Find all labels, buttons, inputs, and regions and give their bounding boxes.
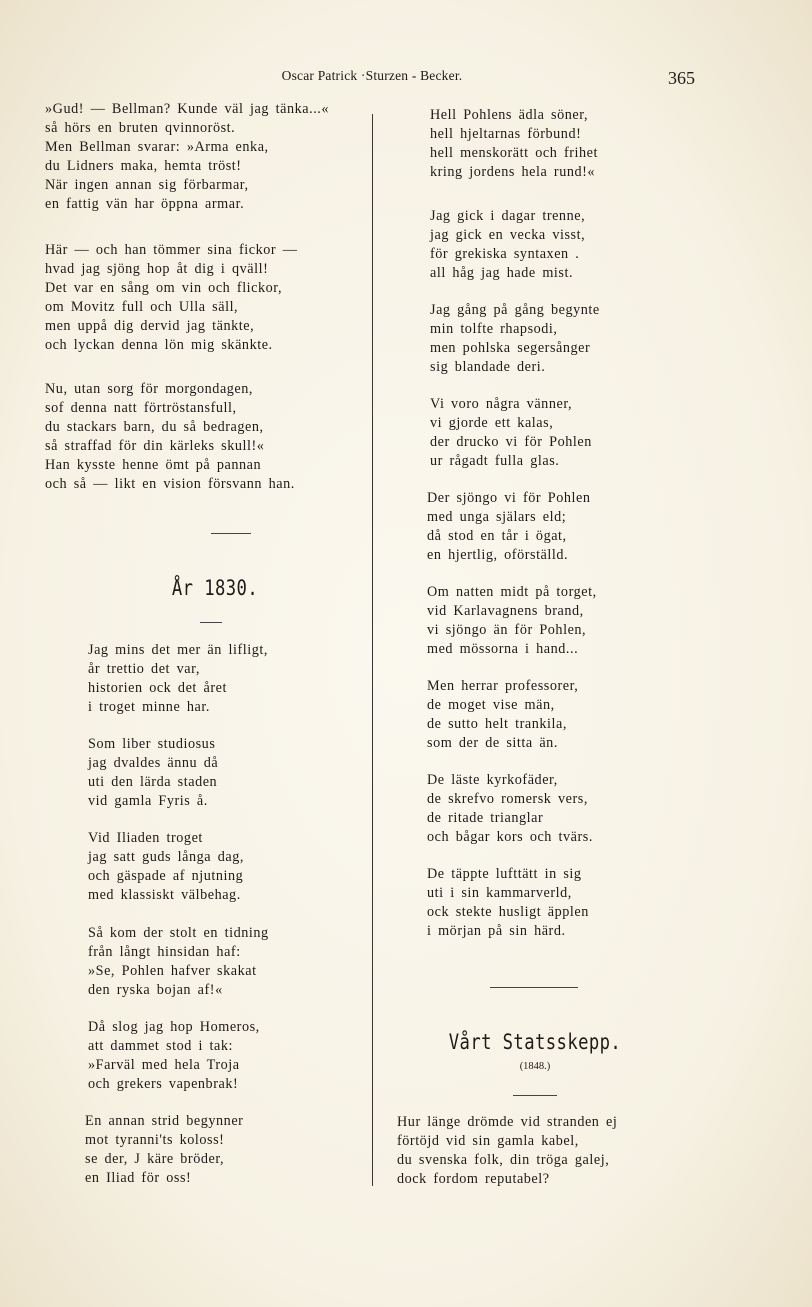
verse-line: vid gamla Fyris å. [88,792,208,809]
verse-line: vi sjöngo än för Pohlen, [427,621,587,638]
verse-line: Jag gång på gång begynte [430,302,600,318]
verse-line: Jag gick i dagar trenne, [430,208,586,224]
page-number: 365 [668,68,695,88]
verse-line: Der sjöngo vi för Pohlen [427,490,591,506]
stanza [427,771,593,847]
verse-line: de skrefvo romersk vers, [427,790,588,807]
verse-line: från långt hinsidan haf: [88,943,241,960]
verse-line: »Se, Pohlen hafver skakat [88,962,257,979]
verse-line: »Gud! — Bellman? Kunde väl jag tänka...« [45,101,330,117]
verse-line: Det var en sång om vin och flickor, [45,279,283,296]
verse-line: En annan strid begynner [85,1113,244,1129]
verse-line: med mössorna i hand... [427,640,579,657]
verse-line: Nu, utan sorg för morgondagen, [45,381,254,397]
section-divider [211,533,251,534]
verse-line: de ritade trianglar [427,809,544,826]
verse-line: sof denna natt förtröstansfull, [45,399,237,416]
verse-line: en Iliad för oss! [85,1169,192,1186]
stanza [430,106,598,182]
verse-line: och grekers vapenbrak! [88,1075,239,1092]
verse-line: som der de sitta än. [427,734,558,751]
running-head-author: Oscar Patrick ·Sturzen - Becker. [281,68,463,83]
verse-line: kring jordens hela rund!« [430,163,596,180]
verse-line: en hjertlig, oförställd. [427,546,569,563]
verse-line: Han kysste henne ömt på pannan [45,456,262,473]
verse-line: Men herrar professorer, [427,678,579,694]
verse-line: så straffad för din kärleks skull!« [45,437,265,454]
verse-line: du Lidners maka, hemta tröst! [45,157,242,174]
verse-line: Jag mins det mer än lifligt, [88,642,268,658]
verse-line: för grekiska syntaxen . [430,245,580,262]
verse-line: Hur länge drömde vid stranden ej [397,1114,618,1130]
verse-line: dock fordom reputabel? [397,1170,550,1187]
verse-line: vid Karlavagnens brand, [427,602,584,619]
stanza [88,829,244,905]
verse-line: att dammet stod i tak: [88,1037,234,1054]
verse-line: år trettio det var, [88,660,200,677]
stanza [427,865,589,941]
verse-line: jag gick en vecka visst, [430,226,586,243]
verse-line: i mörjan på sin härd. [427,922,566,939]
verse-line: Vi voro några vänner, [430,396,573,412]
verse-line: historien ock det året [88,679,227,696]
stanza [430,207,585,283]
verse-line: Hell Pohlens ädla söner, [430,107,589,123]
verse-line: sig blandade deri. [430,358,546,375]
verse-line: hell menskorätt och frihet [430,144,598,161]
stanza [397,1113,617,1189]
verse-line: hvad jag sjöng hop åt dig i qväll! [45,260,269,277]
stanza [88,924,269,1000]
verse-line: Om natten midt på torget, [427,584,597,600]
verse-line: uti i sin kammarverld, [427,884,572,901]
verse-line: med unga själars eld; [427,508,567,525]
verse-line: ur rågadt fulla glas. [430,452,560,469]
verse-line: De täppte lufttätt in sig [427,866,582,882]
verse-line: den ryska bojan af!« [88,981,223,998]
stanza [88,641,268,717]
verse-line: då stod en tår i ögat, [427,527,567,544]
stanza [45,100,329,213]
stanza [45,241,298,354]
stanza [427,677,578,753]
verse-line: de moget vise män, [427,696,555,713]
title-rule [200,622,222,623]
section-divider [490,987,578,988]
poem-year: (1848.) [519,1061,551,1072]
verse-line: om Movitz full och Ulla säll, [45,298,239,315]
poem-title: Vårt Statsskepp. [448,1030,622,1054]
verse-line: De läste kyrkofäder, [427,772,558,788]
verse-line: se der, J käre bröder, [85,1150,225,1167]
verse-line: jag satt guds långa dag, [88,848,244,865]
verse-line: När ingen annan sig förbarmar, [45,176,249,193]
verse-line: Då slog jag hop Homeros, [88,1019,260,1035]
verse-line: »Farväl med hela Troja [88,1056,240,1073]
verse-line: med klassiskt välbehag. [88,886,241,903]
verse-line: en fattig vän har öppna armar. [45,195,245,212]
stanza [88,1018,260,1094]
verse-line: Men Bellman svarar: »Arma enka, [45,138,269,155]
stanza [45,380,295,493]
stanza [427,583,597,659]
verse-line: du svenska folk, din tröga galej, [397,1151,610,1168]
verse-line: och lyckan denna lön mig skänkte. [45,336,273,353]
column-divider [372,114,373,1186]
poem-title: År 1830. [171,576,259,600]
verse-line: Vid Iliaden troget [88,830,203,846]
verse-line: jag dvaldes ännu då [88,754,219,771]
verse-line: Här — och han tömmer sina fickor — [45,242,298,258]
verse-line: vi gjorde ett kalas, [430,414,554,431]
title-rule [513,1095,557,1096]
stanza [85,1112,243,1188]
verse-line: men pohlska segersånger [430,339,591,356]
stanza [88,735,218,811]
verse-line: men uppå dig dervid jag tänkte, [45,317,255,334]
verse-line: Så kom der stolt en tidning [88,925,269,941]
stanza [427,489,590,565]
verse-line: i troget minne har. [88,698,210,715]
verse-line: Som liber studiosus [88,736,216,752]
verse-line: all håg jag hade mist. [430,264,574,281]
verse-line: och gäspade af njutning [88,867,244,884]
verse-line: uti den lärda staden [88,773,218,790]
verse-line: du stackars barn, du så bedragen, [45,418,264,435]
verse-line: så hörs en bruten qvinnoröst. [45,119,236,136]
verse-line: hell hjeltarnas förbund! [430,125,582,142]
verse-line: de sutto helt trankila, [427,715,567,732]
verse-line: mot tyranni'ts koloss! [85,1131,225,1148]
verse-line: förtöjd vid sin gamla kabel, [397,1132,579,1149]
verse-line: der drucko vi för Pohlen [430,433,592,450]
verse-line: och så — likt en vision försvann han. [45,475,295,492]
verse-line: och bågar kors och tvärs. [427,828,593,845]
stanza [430,301,600,377]
stanza [430,395,592,471]
verse-line: min tolfte rhapsodi, [430,320,558,337]
verse-line: ock stekte husligt äpplen [427,903,589,920]
